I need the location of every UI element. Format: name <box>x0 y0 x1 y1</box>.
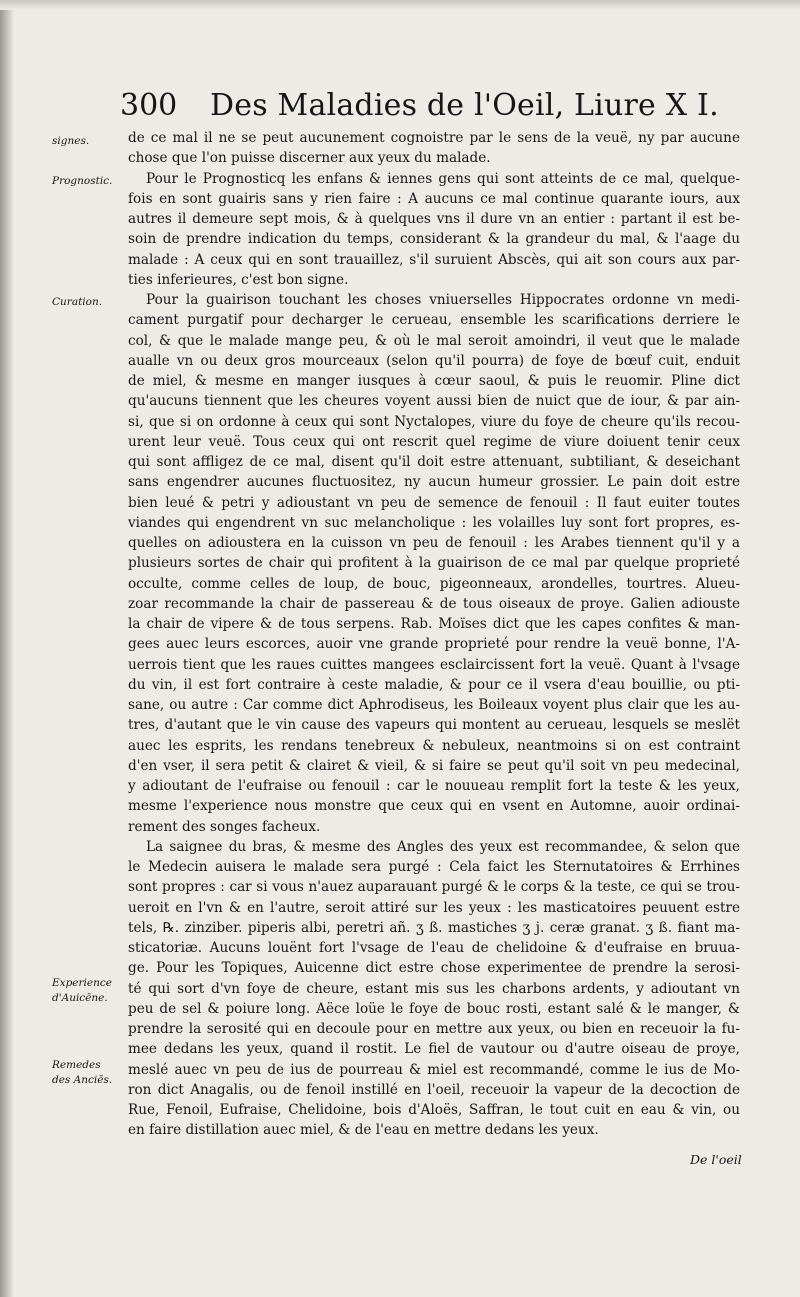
text-line: ge. Pour les Topiques, Auicenne dict estre chose experimentee de prendre la serosi- <box>128 960 740 977</box>
page-title: Des Maladies de l'Oeil, Liure X I. <box>210 88 719 123</box>
text-line: viandes qui engendrent vn suc melancholique : les volailles luy sont fort propres, es- <box>128 514 740 531</box>
text-line: col, & que le malade mange peu, & où le mal seroit amoindri, il veut que le malade <box>128 332 740 349</box>
text-line: si, que si on ordonne à ceux qui sont Nyctalopes, viure du foye de cheure qu'ils recou- <box>128 413 740 430</box>
binding-shadow <box>0 0 14 1297</box>
text-line: gees auec leurs escorces, auoir vne grande proprieté pour rendre la veuë bonne, l'A- <box>128 636 740 653</box>
margin-note-remedes: Remedes <box>52 1059 101 1071</box>
text-line: malade : A ceux qui en sont trauaillez, s'il suruient Abscès, qui ait son cours aux par- <box>128 251 740 268</box>
text-line: uerrois tient que les raues cuittes mangees esclaircissent fort la veuë. Quant à l'vsage <box>128 656 740 673</box>
margin-note-anciens: des Anciēs. <box>52 1074 113 1086</box>
margin-note-prognostic: Prognostic. <box>52 175 113 187</box>
text-line: le Medecin auisera le malade sera purgé : Cela faict les Sternutatoires & Errhines <box>128 859 740 875</box>
text-line: du vin, il est fort contraire à ceste maladie, & pour ce il vsera d'eau bouillie, ou pti- <box>128 676 740 693</box>
text-line: de miel, & mesme en manger iusques à cœur saoul, & puis le reuomir. Pline dict <box>128 373 740 389</box>
text-line: en faire distillation auec miel, & de l'eau en mettre dedans les yeux. <box>128 1122 599 1139</box>
text-line: tels, ℞. zinziber. piperis albi, peretri añ. ʒ ß. mastiches ʒ j. ceræ granat. ʒ ß. fiant ma- <box>128 919 740 936</box>
text-line: sont propres : car si vous n'auez auparauant purgé & le corps & la teste, ce qui se trou- <box>128 879 740 896</box>
text-line: auec les esprits, les rendans tenebreux & nebuleux, neantmoins si on est contraint <box>128 737 740 754</box>
text-line: occulte, comme celles de loup, de bouc, pigeonneaux, arondelles, tourtres. Alueu- <box>128 575 740 592</box>
catchword: De l'oeil <box>690 1152 742 1167</box>
text-line: mesme l'experience nous monstre que ceux qui en vsent en Automne, auoir ordinai- <box>128 798 740 815</box>
text-line: quelles on adioustera en la cuisson vn peu de fenouil : les Arabes tiennent qu'il y a <box>128 535 740 551</box>
text-line: de ce mal il ne se peut aucunement cognoistre par le sens de la veuë, ny par aucune <box>128 130 740 146</box>
margin-note-auicenne: d'Auicēne. <box>52 992 108 1004</box>
text-line: Pour le Prognosticq les enfans & iennes gens qui sont atteints de ce mal, quelque- <box>146 170 740 187</box>
text-line: qu'aucuns tiennent que les cheures voyent aussi bien de nuict que de iour, & par ain- <box>128 393 740 410</box>
text-line: y adioutant de l'eufraise ou fenouil : car le nouueau remplit fort la teste & les yeux, <box>128 778 740 794</box>
text-line: Rue, Fenoil, Eufraise, Chelidoine, bois d'Aloës, Saffran, le tout cuit en eau & vin, ou <box>128 1102 740 1118</box>
text-line: qui sont affligez de ce mal, disent qu'il doit estre attenuant, subtiliant, & deseichant <box>128 454 740 470</box>
text-line: aualle vn ou deux gros mourceaux (selon qu'il pourra) de foye de bœuf cuit, enduit <box>128 352 740 369</box>
text-line: plusieurs sortes de chair qui profitent à la guairison de ce mal par quelque proprieté <box>128 555 740 572</box>
text-line: té qui sort d'vn foye de cheure, estant mis sus les charbons ardents, y adioutant vn <box>128 980 740 997</box>
text-line: prendre la serosité qui en decoule pour en mettre aux yeux, ou bien en receuoir la fu- <box>128 1021 740 1037</box>
text-line: ueroit en l'vn & en l'autre, seroit attiré sur les yeux : les masticatoires peuuent estre <box>128 899 740 916</box>
text-line: autres il demeure sept mois, & à quelques vns il dure vn an entier : partant il est be- <box>128 211 740 227</box>
text-line: peu de sel & poiure long. Aëce loüe le foye de bouc rosti, estant salé & le manger, & <box>128 1000 740 1017</box>
text-line: urent leur veuë. Tous ceux qui ont rescrit quel regime de viure doiuent tenir ceux <box>128 433 740 450</box>
text-line: la chair de vipere & de tous serpens. Rab. Moïses dict que les capes confites & man- <box>128 616 740 632</box>
text-line: sane, ou autre : Car comme dict Aphrodiseus, les Boileaux voyent plus clair que les au- <box>128 697 740 713</box>
body-text <box>128 128 740 1141</box>
text-line: meslé auec vn peu de ius de pourreau & miel est recommandé, comme le ius de Mo- <box>128 1061 740 1078</box>
text-line: chose que l'on puisse discerner aux yeux du malade. <box>128 150 491 167</box>
text-line: sans engendrer aucunes fluctuositez, ny aucun humeur grossier. Le pain doit estre <box>128 474 740 491</box>
margin-note-experience: Experience <box>52 977 112 989</box>
text-line: tres, d'autant que le vin cause des vapeurs qui montent au cerueau, lesquels se meslët <box>128 717 740 734</box>
text-line: d'en vser, il sera petit & clairet & vieil, & si faire se peut qu'il soit vn peu medecinal, <box>128 757 740 774</box>
text-line: ties inferieures, c'est bon signe. <box>128 271 349 288</box>
text-line: sticatoriæ. Aucuns louënt fort l'vsage de l'eau de chelidoine & d'eufraise en bruua- <box>128 940 740 956</box>
margin-note-curation: Curation. <box>52 296 103 308</box>
text-line: soin de prendre indication du temps, considerant & la grandeur du mal, & l'aage du <box>128 231 740 248</box>
page-number: 300 <box>120 88 178 123</box>
text-line: cament purgatif pour decharger le cerueau, ensemble les scarifications derriere le <box>128 312 740 329</box>
margin-note-signes: signes. <box>52 135 90 147</box>
text-line: Pour la guairison touchant les choses vniuerselles Hippocrates ordonne vn medi- <box>146 292 740 308</box>
text-line: La saignee du bras, & mesme des Angles des yeux est recommandee, & selon que <box>146 838 740 855</box>
text-line: ron dict Anagalis, ou de fenoil instillé en l'oeil, receuoir la vapeur de la decoction de <box>128 1081 740 1098</box>
running-head <box>120 86 760 126</box>
text-line: fois en sont guairis sans y rien faire : A aucuns ce mal continue quarante iours, aux <box>128 190 740 207</box>
text-line: bien leué & petri y adioustant vn peu de semence de fenouil : Il faut euiter toutes <box>128 494 740 511</box>
text-line: zoar recommande la chair de passereau & de tous oiseaux de proye. Galien adiouste <box>128 595 740 612</box>
top-edge-shadow <box>0 0 800 10</box>
text-line: rement des songes facheux. <box>128 818 321 835</box>
text-line: mee dedans les yeux, quand il rostit. Le fiel de vautour ou d'autre oiseau de proye, <box>128 1041 740 1058</box>
